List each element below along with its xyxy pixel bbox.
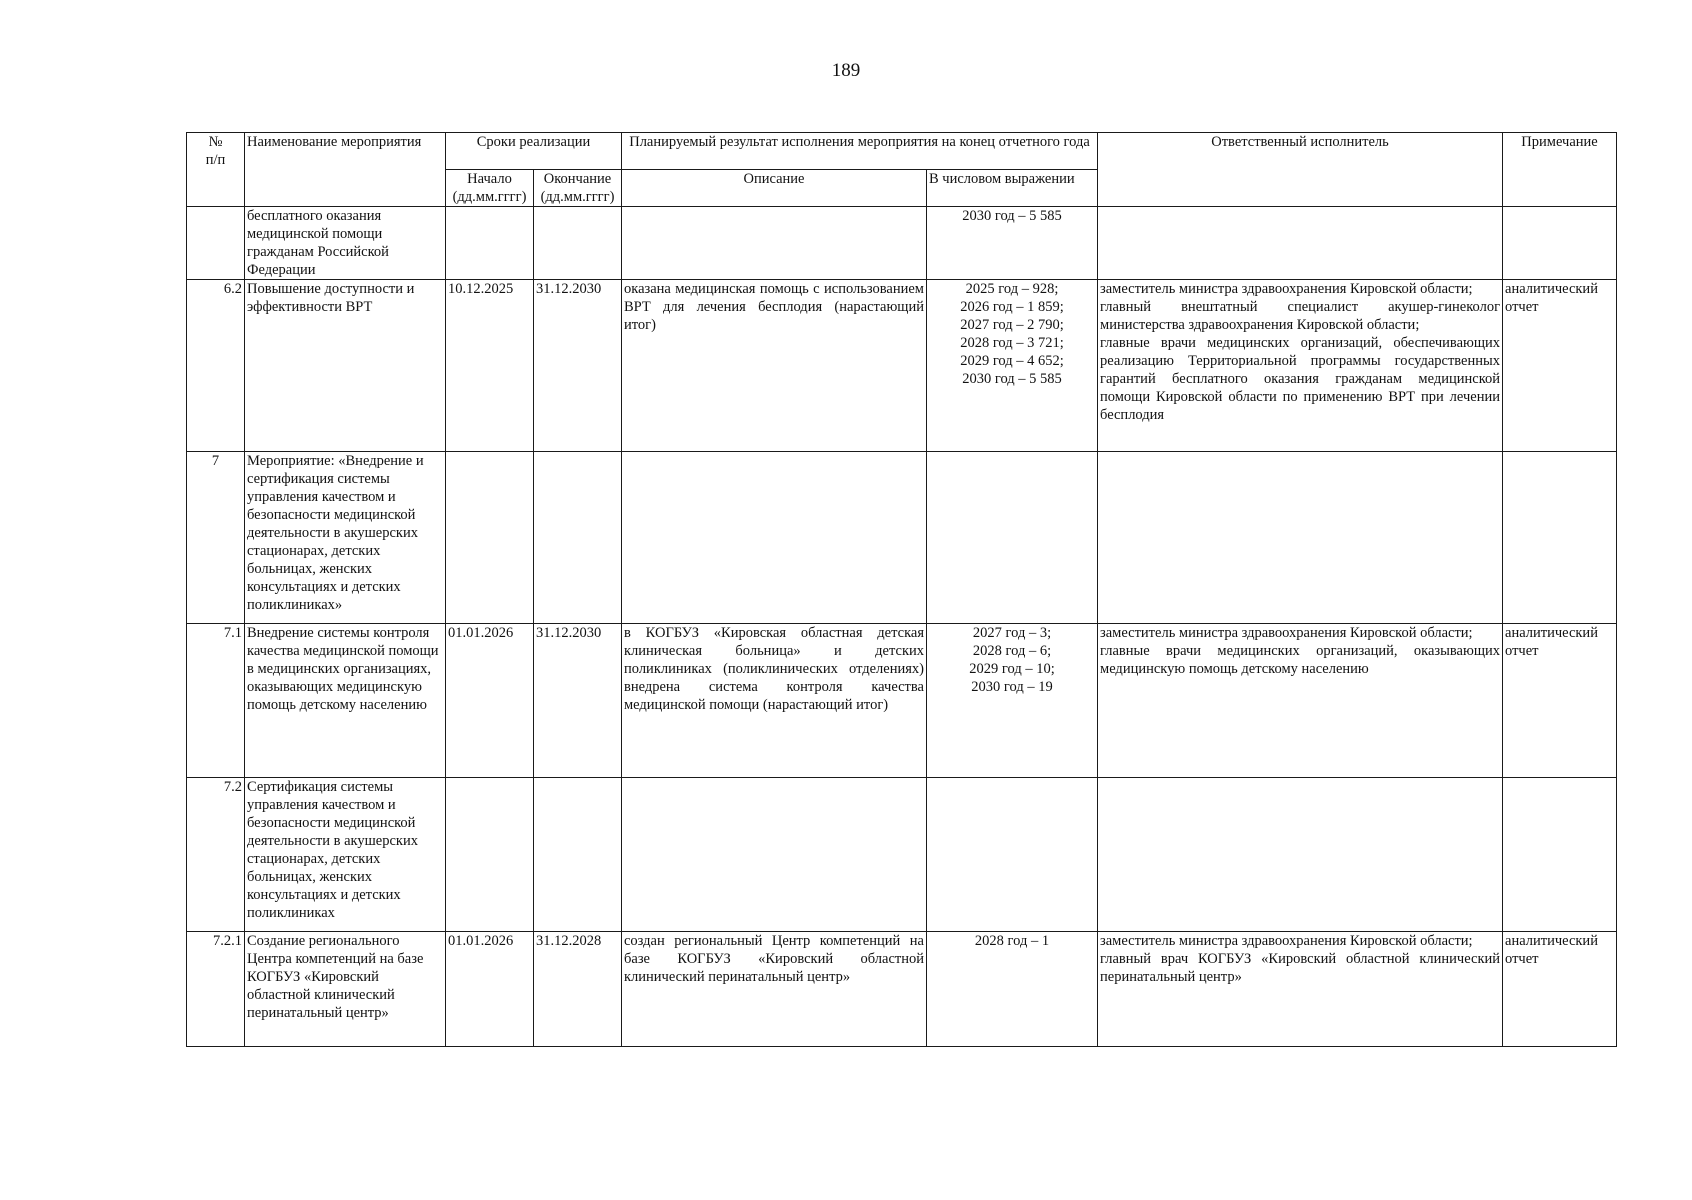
table-row [187,452,1617,624]
row-numeric: 2027 год – 3; 2028 год – 6; 2029 год – 10; 2030 год – 19 [927,624,1098,778]
row-responsible: заместитель министра здравоохранения Кировской области; главный внештатный специалист акушер-гинеколог министерства здравоохранения Кировской области; главные врачи медицинских организаций, обеспечивающих реализацию Территориальной программы государственных гарантий бесплатного оказания гражданам медицинской помощи Кировской области по применению ВРТ при лечении бесплодия [1098,280,1503,452]
row-name: Внедрение системы контроля качества медицинской помощи в медицинских организациях, оказывающих медицинскую помощь детскому населению [245,624,446,778]
row-numeric: 2030 год – 5 585 [927,207,1098,280]
row-name: Создание регионального Центра компетенций на базе КОГБУЗ «Кировский областной клинический перинатальный центр» [245,932,446,1047]
row-name: Сертификация системы управления качеством и безопасности медицинской деятельности в акушерских стационарах, детских больницах, женских консультациях и детских поликлиниках [245,778,446,932]
row-responsible: заместитель министра здравоохранения Кировской области; главные врачи медицинских организаций, оказывающих медицинскую помощь детскому населению [1098,624,1503,778]
row-start [446,778,534,932]
row-num: 6.2 [187,280,245,452]
row-end [534,778,622,932]
table-row [187,280,1617,452]
row-end [534,452,622,624]
header-note: Примечание [1503,133,1617,207]
table-row [187,778,1617,932]
row-note: аналитический отчет [1503,280,1617,452]
row-numeric [927,778,1098,932]
row-end: 31.12.2030 [534,624,622,778]
row-start [446,207,534,280]
row-note [1503,207,1617,280]
row-start: 01.01.2026 [446,624,534,778]
row-num: 7.2 [187,778,245,932]
row-end: 31.12.2030 [534,280,622,452]
row-description [622,452,927,624]
table-row [187,624,1617,778]
header-responsible: Ответственный исполнитель [1098,133,1503,207]
row-responsible [1098,778,1503,932]
table-row [187,207,1617,280]
row-note: аналитический отчет [1503,932,1617,1047]
row-responsible: заместитель министра здравоохранения Кировской области; главный врач КОГБУЗ «Кировский областной клинический перинатальный центр» [1098,932,1503,1047]
row-numeric: 2028 год – 1 [927,932,1098,1047]
row-note: аналитический отчет [1503,624,1617,778]
row-numeric: 2025 год – 928; 2026 год – 1 859; 2027 год – 2 790; 2028 год – 3 721; 2029 год – 4 652; 2030 год – 5 585 [927,280,1098,452]
row-description: оказана медицинская помощь с использованием ВРТ для лечения бесплодия (нарастающий итог) [622,280,927,452]
activities-table [186,132,1617,1047]
row-num: 7.1 [187,624,245,778]
row-name: бесплатного оказания медицинской помощи гражданам Российской Федерации [245,207,446,280]
row-name: Повышение доступности и эффективности ВРТ [245,280,446,452]
page-number: 189 [831,60,861,81]
header-numeric: В числовом выражении [927,170,1098,207]
header-name: Наименование мероприятия [245,133,446,207]
row-start [446,452,534,624]
header-num: № п/п [187,133,245,207]
table-row [187,932,1617,1047]
row-description: создан региональный Центр компетенций на базе КОГБУЗ «Кировский областной клинический перинатальный центр» [622,932,927,1047]
row-end [534,207,622,280]
row-start: 01.01.2026 [446,932,534,1047]
header-terms: Сроки реализации [446,133,622,170]
row-responsible [1098,452,1503,624]
row-responsible [1098,207,1503,280]
row-description [622,207,927,280]
row-note [1503,778,1617,932]
row-num: 7.2.1 [187,932,245,1047]
row-description: в КОГБУЗ «Кировская областная детская клиническая больница» и детских поликлиниках (поликлинических отделениях) внедрена система контроля качества медицинской помощи (нарастающий итог) [622,624,927,778]
header-description: Описание [622,170,927,207]
row-num: 7 [187,452,245,624]
row-description [622,778,927,932]
header-start: Начало (дд.мм.гггг) [446,170,534,207]
row-numeric [927,452,1098,624]
row-start: 10.12.2025 [446,280,534,452]
header-result: Планируемый результат исполнения мероприятия на конец отчетного года [622,133,1098,170]
row-num [187,207,245,280]
row-name: Мероприятие: «Внедрение и сертификация системы управления качеством и безопасности медицинской деятельности в акушерских стационарах, детских больницах, женских консультациях и детских поликлиниках» [245,452,446,624]
row-end: 31.12.2028 [534,932,622,1047]
row-note [1503,452,1617,624]
header-end: Окончание (дд.мм.гггг) [534,170,622,207]
